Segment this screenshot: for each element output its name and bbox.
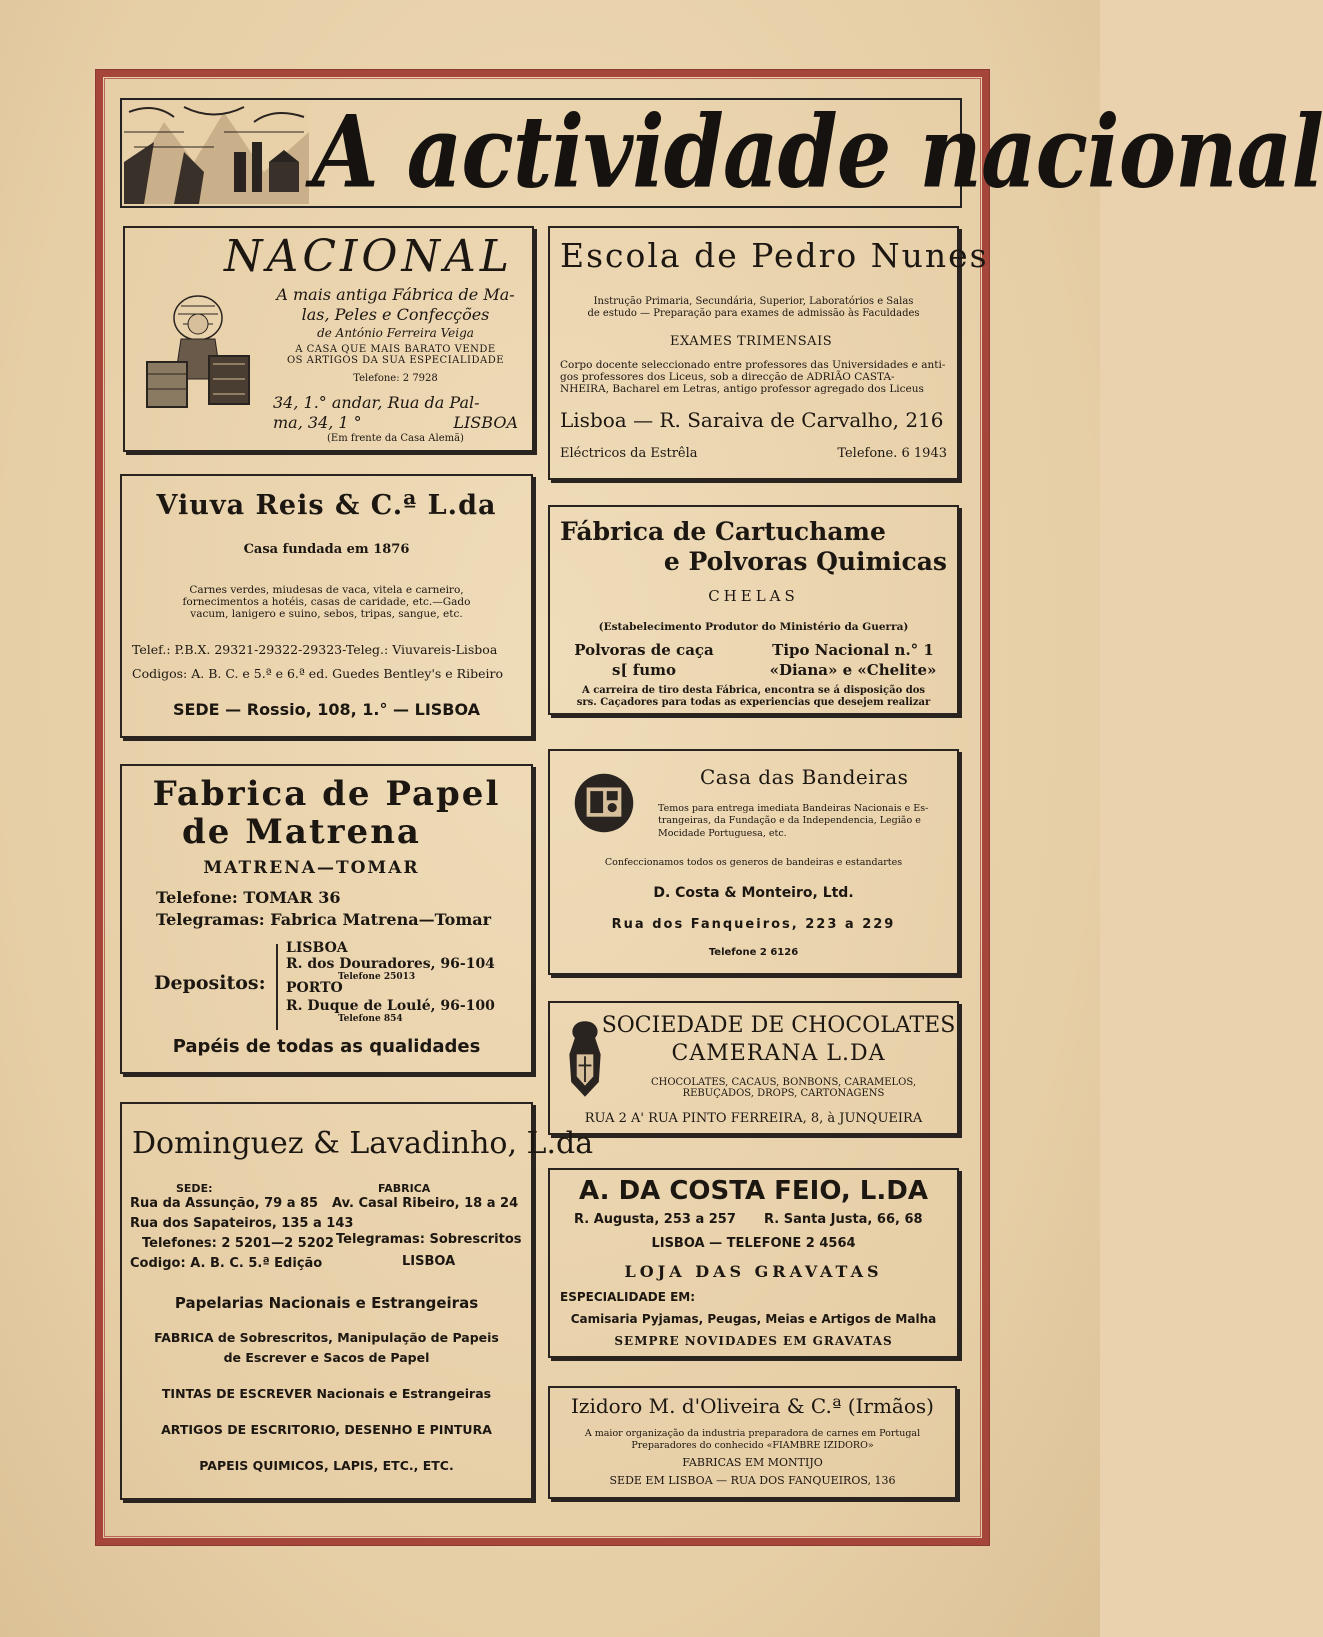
cartuchame-right1: Tipo Nacional n.° 1 — [772, 641, 934, 659]
depositos-bracket — [276, 944, 282, 1030]
flag-emblem-icon — [572, 771, 636, 835]
cartuchame-right2: «Diana» e «Chelite» — [769, 661, 937, 679]
cartuchame-estab: (Estabelecimento Produtor do Ministério da Guerra) — [598, 621, 909, 633]
bandeiras-line4: Confeccionamos todos os generos de bandeiras e estandartes — [604, 857, 903, 868]
escola-body3: NHEIRA, Bacharel em Letras, antigo professor agregado dos Liceus — [560, 383, 924, 395]
cartuchame-note2: srs. Caçadores para todas as experiencias que desejem realizar — [576, 697, 931, 708]
dominguez-papel-escrever: de Escrever e Sacos de Papel — [223, 1350, 430, 1365]
dominguez-fabrica-4: LISBOA — [402, 1254, 456, 1269]
dominguez-fabrica-sobrescritos: FABRICA de Sobrescritos, Manipulação de Papeis — [154, 1330, 499, 1345]
feio-addr2: R. Santa Justa, 66, 68 — [764, 1212, 923, 1227]
bandeiras-line1: Temos para entrega imediata Bandeiras Nacionais e Es- — [658, 803, 929, 814]
izidoro-line1: A maior organização da industria preparadora de carnes em Portugal — [584, 1428, 921, 1439]
escola-trams: Eléctricos da Estrêla — [560, 446, 698, 461]
dominguez-sede-3: Telefones: 2 5201—2 5202 — [142, 1236, 334, 1251]
nacional-name: NACIONAL — [224, 231, 513, 282]
dominguez-sede-heading: SEDE: — [176, 1182, 213, 1195]
nacional-phone: Telefone: 2 7928 — [353, 373, 438, 384]
papel-depositos: Depositos: — [154, 972, 266, 994]
dominguez-name: Dominguez & Lavadinho, L.da — [132, 1126, 594, 1161]
dominguez-fabrica-3: Telegramas: Sobrescritos — [336, 1232, 522, 1247]
escola-name: Escola de Pedro Nunes — [560, 236, 989, 275]
masthead — [120, 94, 1323, 211]
bandeiras-name: Casa das Bandeiras — [700, 765, 909, 789]
nacional-line5: OS ARTIGOS DA SUA ESPECIALIDADE — [286, 355, 505, 366]
feio-phone: LISBOA — TELEFONE 2 4564 — [651, 1236, 856, 1251]
viuva-codes: Codigos: A. B. C. e 5.ª e 6.ª ed. Guedes Bentley's e Ribeiro — [132, 666, 503, 681]
masthead-title: A actividade nacional — [312, 94, 1323, 211]
dominguez-papelarias: Papelarias Nacionais e Estrangeiras — [174, 1294, 479, 1312]
bandeiras-owner: D. Costa & Monteiro, Ltd. — [653, 885, 854, 901]
bandeiras-line3: Mocidade Portuguesa, etc. — [658, 828, 787, 839]
feio-name: A. DA COSTA FEIO, L.DA — [579, 1176, 928, 1206]
dominguez-fabrica-heading: FABRICA — [378, 1182, 431, 1195]
dominguez-fabrica-1: Av. Casal Ribeiro, 18 a 24 — [332, 1196, 519, 1211]
viuva-desc1: Carnes verdes, miudesas de vaca, vitela e carneiro, — [189, 584, 464, 596]
papel-name1: Fabrica de Papel — [152, 774, 501, 814]
cartuchame-left2: s[ fumo — [612, 661, 676, 679]
chocolates-line2: REBUÇADOS, DROPS, CARTONAGENS — [682, 1088, 885, 1099]
nacional-note: (Em frente da Casa Alemã) — [327, 433, 464, 444]
ad-dominguez-lavadinho — [120, 1102, 594, 1500]
nacional-line1: A mais antiga Fábrica de Ma- — [276, 285, 515, 304]
escola-body2: gos professores dos Liceus, sob a direcção de ADRIÃO CASTA- — [560, 371, 895, 383]
dominguez-tintas: TINTAS DE ESCREVER Nacionais e Estrangeiras — [161, 1386, 492, 1401]
chocolates-name2: CAMERANA L.DA — [671, 1041, 886, 1066]
feio-spec: ESPECIALIDADE EM: — [560, 1290, 696, 1304]
feio-shop: LOJA DAS GRAVATAS — [624, 1262, 883, 1281]
chocolates-line1: CHOCOLATES, CACAUS, BONBONS, CARAMELOS, — [650, 1077, 917, 1088]
cartuchame-left1: Polvoras de caça — [574, 641, 714, 659]
izidoro-line4: SEDE EM LISBOA — RUA DOS FANQUEIROS, 136 — [609, 1474, 896, 1487]
viuva-name: Viuva Reis & C.ª L.da — [156, 490, 497, 521]
dominguez-papeis: PAPEIS QUIMICOS, LAPIS, ETC., ETC. — [199, 1458, 454, 1473]
viuva-tel: Telef.: P.B.X. 29321-29322-29323-Teleg.: Viuvareis-Lisboa — [132, 642, 498, 657]
ad-escola-pedro-nunes — [548, 226, 989, 480]
ad-nacional — [123, 226, 534, 452]
ad-viuva-reis — [120, 474, 533, 738]
izidoro-line3: FABRICAS EM MONTIJO — [682, 1456, 823, 1469]
chocolates-address: RUA 2 A' RUA PINTO FERREIRA, 8, à JUNQUEIRA — [584, 1111, 923, 1126]
izidoro-name: Izidoro M. d'Oliveira & C.ª (Irmãos) — [571, 1394, 934, 1418]
dominguez-sede-2: Rua dos Sapateiros, 135 a 143 — [130, 1216, 354, 1231]
escola-exams: EXAMES TRIMENSAIS — [670, 334, 833, 349]
papel-phone: Telefone: TOMAR 36 — [156, 888, 341, 907]
papel-porto-addr: R. Duque de Loulé, 96-100 — [286, 998, 495, 1014]
viuva-sede: SEDE — Rossio, 108, 1.° — LISBOA — [172, 700, 481, 719]
bandeiras-line2: trangeiras, da Fundação e da Independencia, Legião e — [658, 815, 921, 826]
bandeiras-phone: Telefone 2 6126 — [708, 947, 799, 958]
papel-telegrams: Telegramas: Fabrica Matrena—Tomar — [156, 910, 492, 929]
dominguez-artigos: ARTIGOS DE ESCRITORIO, DESENHO E PINTURA — [161, 1422, 492, 1437]
papel-porto: PORTO — [286, 980, 343, 996]
cartuchame-place: CHELAS — [708, 587, 799, 605]
ad-fabrica-cartuchame — [548, 505, 959, 715]
nacional-line4: A CASA QUE MAIS BARATO VENDE — [295, 344, 496, 355]
industrial-landscape-illustration — [124, 102, 309, 204]
papel-place: MATRENA—TOMAR — [203, 858, 420, 878]
dominguez-sede-4: Codigo: A. B. C. 5.ª Edição — [130, 1256, 323, 1271]
bandeiras-address: Rua dos Fanqueiros, 223 a 229 — [611, 917, 896, 932]
nacional-line2: las, Peles e Confecções — [301, 305, 490, 324]
feio-items: Camisaria Pyjamas, Peugas, Meias e Artigos de Malha — [570, 1312, 937, 1326]
ad-fabrica-papel-matrena — [120, 764, 533, 1074]
ad-costa-feio — [548, 1168, 959, 1358]
nacional-line3: de António Ferreira Veiga — [317, 326, 474, 340]
nacional-address1: 34, 1.° andar, Rua da Pal- — [273, 393, 480, 412]
escola-address: Lisboa — R. Saraiva de Carvalho, 216 — [560, 408, 944, 432]
cartuchame-name2: e Polvoras Quimicas — [663, 547, 947, 576]
papel-lisboa-addr: R. dos Douradores, 96-104 — [286, 956, 495, 972]
izidoro-line2: Preparadores do conhecido «FIAMBRE IZIDORO» — [631, 1440, 874, 1451]
ad-casa-das-bandeiras — [548, 749, 959, 975]
feio-addr1: R. Augusta, 253 a 257 — [574, 1212, 736, 1227]
cartuchame-name1: Fábrica de Cartuchame — [560, 517, 886, 546]
traveler-with-suitcases-illustration — [143, 284, 253, 414]
viuva-desc2: fornecimentos a hotéis, casas de caridade, etc.—Gado — [182, 596, 471, 608]
papel-lisboa-tel: Telefone 25013 — [338, 972, 416, 982]
ad-chocolates-camerana — [548, 1001, 959, 1135]
escola-line1: Instrução Primaria, Secundária, Superior, Laboratórios e Salas — [593, 296, 914, 307]
nacional-city: LISBOA — [453, 413, 518, 432]
dominguez-sede-1: Rua da Assunção, 79 a 85 — [130, 1196, 319, 1211]
papel-footer: Papéis de todas as qualidades — [172, 1036, 481, 1057]
ad-izidoro-oliveira — [548, 1386, 957, 1499]
cartuchame-note1: A carreira de tiro desta Fábrica, encontra se á disposição dos — [581, 685, 926, 696]
nacional-address2: ma, 34, 1 ° — [273, 413, 362, 432]
viuva-desc3: vacum, lanigero e suino, sebos, tripas, sangue, etc. — [190, 608, 463, 620]
feio-news: SEMPRE NOVIDADES EM GRAVATAS — [614, 1334, 893, 1348]
papel-name2: de Matrena — [182, 812, 421, 852]
papel-porto-tel: Telefone 854 — [338, 1014, 403, 1024]
papel-lisboa: LISBOA — [286, 940, 348, 956]
escola-line2: de estudo — Preparação para exames de admissão às Faculdades — [587, 308, 920, 319]
chocolates-name1: SOCIEDADE DE CHOCOLATES — [601, 1013, 956, 1038]
escola-body1: Corpo docente seleccionado entre professores das Universidades e anti- — [560, 359, 946, 371]
viuva-founded: Casa fundada em 1876 — [243, 542, 410, 557]
escola-phone: Telefone. 6 1943 — [837, 446, 947, 461]
